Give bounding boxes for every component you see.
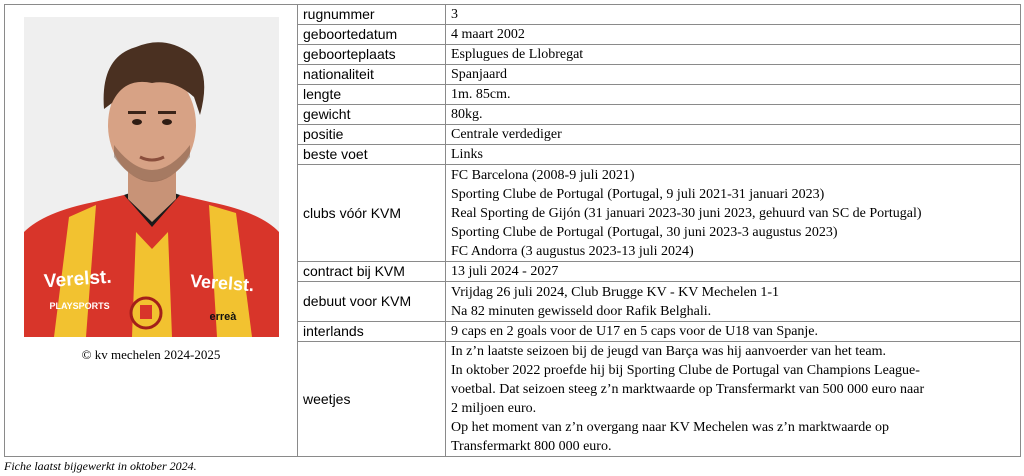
player-photo: [24, 17, 279, 337]
field-label: clubs vóór KVM: [298, 165, 446, 262]
value-line: FC Barcelona (2008-9 juli 2021): [451, 167, 635, 183]
value-line: Transfermarkt 800 000 euro.: [451, 439, 612, 454]
field-value: [446, 25, 1021, 45]
value-line: 80kg.: [451, 107, 483, 122]
value-line: Op het moment van z’n overgang naar KV Mechelen was z’n marktwaarde op: [451, 420, 889, 435]
shirt-sponsor-left: Verelst.: [42, 266, 112, 293]
field-label: rugnummer: [298, 5, 446, 25]
value-line: 2 miljoen euro.: [451, 401, 537, 416]
info-row: [5, 5, 1021, 25]
club-crest-icon: [131, 298, 161, 328]
value-line: Links: [451, 147, 483, 162]
player-fiche-table: [4, 4, 1021, 457]
value-line: Spanjaard: [451, 67, 507, 82]
sleeve-text: PLAYSPORTS: [49, 301, 110, 311]
field-value: [446, 125, 1021, 145]
field-label: contract bij KVM: [298, 262, 446, 282]
value-line: Na 82 minuten gewisseld door Rafik Belghali.: [451, 303, 712, 319]
field-label: weetjes: [298, 342, 446, 457]
value-line: Esplugues de Llobregat: [451, 47, 584, 62]
field-label: gewicht: [298, 105, 446, 125]
field-label: positie: [298, 125, 446, 145]
field-label: interlands: [298, 322, 446, 342]
field-value: [446, 5, 1021, 25]
field-value: [446, 262, 1021, 282]
field-value: [446, 65, 1021, 85]
footnote: Fiche laatst bijgewerkt in oktober 2024.: [4, 459, 197, 473]
value-line: In oktober 2022 proefde hij bij Sporting Clube de Portugal van Champions League-: [451, 363, 920, 378]
photo-caption: © kv mechelen 2024-2025: [81, 347, 221, 362]
value-line: FC Andorra (3 augustus 2023-13 juli 2024): [451, 243, 694, 259]
value-line: 3: [451, 7, 458, 22]
value-line: Sporting Clube de Portugal (Portugal, 30 juni 2023-3 augustus 2023): [451, 224, 838, 240]
field-label: nationaliteit: [298, 65, 446, 85]
field-label: beste voet: [298, 145, 446, 165]
value-line: 13 juli 2024 - 2027: [451, 264, 559, 279]
field-label: debuut voor KVM: [298, 282, 446, 322]
field-label: geboorteplaats: [298, 45, 446, 65]
player-fiche-body: [5, 5, 1021, 457]
value-line: Vrijdag 26 juli 2024, Club Brugge KV - KV Mechelen 1-1: [451, 284, 779, 300]
kit-brand: erreà: [209, 311, 237, 323]
field-value: [446, 45, 1021, 65]
value-line: Centrale verdediger: [451, 127, 562, 142]
value-line: voetbal. Dat seizoen steeg z’n marktwaarde op Transfermarkt van 500 000 euro naar: [451, 382, 925, 397]
field-label: lengte: [298, 85, 446, 105]
field-label: geboortedatum: [298, 25, 446, 45]
field-value: [446, 342, 1021, 457]
shirt-sponsor-right: Verelst.: [188, 270, 255, 296]
field-value: [446, 105, 1021, 125]
value-line: In z’n laatste seizoen bij de jeugd van Barça was hij aanvoerder van het team.: [451, 344, 886, 359]
photo-cell: [5, 5, 298, 457]
value-line: 9 caps en 2 goals voor de U17 en 5 caps voor de U18 van Spanje.: [451, 324, 819, 339]
field-value: [446, 85, 1021, 105]
value-line: 4 maart 2002: [451, 27, 525, 42]
value-line: Sporting Clube de Portugal (Portugal, 9 juli 2021-31 januari 2023): [451, 186, 825, 202]
value-line: Real Sporting de Gijón (31 januari 2023-30 juni 2023, gehuurd van SC de Portugal): [451, 205, 922, 221]
field-value: [446, 145, 1021, 165]
field-value: [446, 165, 1021, 262]
field-value: [446, 282, 1021, 322]
field-value: [446, 322, 1021, 342]
value-line: 1m. 85cm.: [451, 87, 511, 102]
